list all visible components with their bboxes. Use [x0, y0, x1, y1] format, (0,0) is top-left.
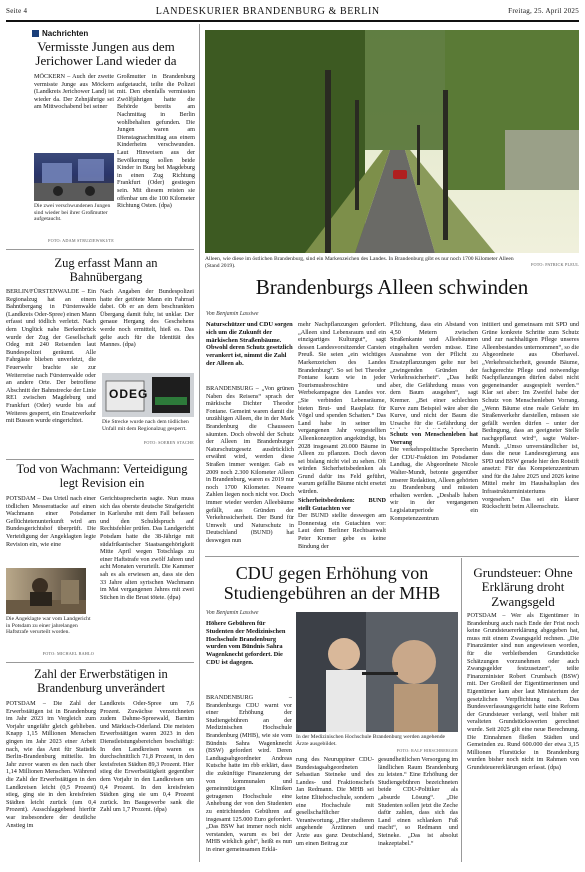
article-lead: Naturschützer und CDU sorgen sich um die Zukunft der märkischen Straßenbäume. Obwohl deren Schutz gesetzlich verankert ist, nimmt die Zahl der Alleen ab. [206, 321, 293, 367]
article-headline: Tod von Wachmann: Verteidigung legt Revision ein [16, 462, 188, 490]
paragraph: Die verkehrspolitische Sprecherin der CDU-Fraktion im Potsdamer Landtag, die Abgeordnete Nicole Walter-Mundt, betonte gegenüber unserer Redaktion, Alleen gehörten zu Brandenburg und müssten erhalten werden. „Deshalb haben wir in der vergangenen Legislaturperiode ein Kompetenzzentrum [390, 446, 478, 522]
photo-caption: In der Medizinischen Hochschule Brandenburg werden angehende Ärzte ausgebildet. [296, 734, 446, 747]
article-body: POTSDAM – Wer als Eigentümer in Brandenburg auch nach Ende der Frist noch keine Grundsteuererklärung abgegeben hat, muss mit einem Zwangsgeld rechnen. „Die Finanzämter sind nun angewiesen worden, für die verbleibenden Grundstücke Schätzungen vorzunehmen oder auch Zwangsgelder festzusetzen“, teilte Finanzminister Robert Crumbach (BSW) mit. Der Großteil der Eigentümerinnen und Eigentümer kam aber laut Ministerium der gesetzlichen Verpflichtung nach. Das Bundesverfassungsgericht hatte eine Reform der Grundsteuer verlangt, weil bisher mit veralteten Grundstückswerten gerechnet wurde. Seit 2025 gilt eine neue Berechnung. Die Einnahmen fließen Städten und Gemeinden zu. Rund 600.000 der etwa 3,15 Millionen Flurstücke in Brandenburg wurden bisher noch nicht im Rahmen von Grundsteuererklärungen erfasst. (dpa) [467, 612, 579, 771]
article-body: MÖCKERN – Auch der zweite vermisste Junge aus Möckern (Landkreis Jerichower Land) ist wieder da. Der Zehnjährige sei am Mittwochabend bei seiner [34, 73, 114, 111]
court-photo [6, 568, 86, 614]
photo-credit: FOTO: MICHAEL BAHLO [42, 651, 94, 656]
photo-caption: Alleen, wie diese im östlichen Brandenburg, sind ein Markenzeichen des Landes. In Brandenburg gibt es nur noch 1700 Kilometer Alleen (Stand 2019). [205, 256, 514, 269]
article-body-continued [390, 431, 478, 553]
header-rule [6, 20, 579, 22]
paragraph: Der BUND stellte deswegen am Donnerstag ein Gutachten vor: Laut dem Berliner Rechtsanwalt Peter Kremer gebe es keine Bindung der [298, 512, 386, 550]
alleen-photo-graphic [205, 30, 579, 253]
article-body: rung des Neuruppiner CDU-Bundestagsabgeordneten Sebastian Steineke und des Landes- und Fraktionschefs Jan Redmann. Die MHB sei keine Elitehochschule, sondern eine Hochschule mit gesellschaftlicher Verantwortung. „Hier studieren angehende Ärztinnen und Ärzte aus ganz Deutschland, um einen Beitrag zur [296, 756, 374, 847]
court-photo-graphic [6, 568, 86, 614]
photo-caption: Die zwei verschwundenen Jungen sind wieder bei ihrer Großmutter aufgetaucht. [34, 203, 111, 223]
column-divider [461, 558, 462, 862]
article-body: BRANDENBURG – „Von grünen Naben des Reisens“ sprach der märkische Dichter Theodor Fontane. Gemeint waren damit die unzähligen Alleen, die in der Mark Brandenburg die Chausseen säumten. Doch obwohl der Schutz der Alleen im Brandenburger Naturschutzgesetz ausdrücklich erwähnt wird, werden diese Straßen immer weniger. Gab es 2009 noch 2.300 Kilometer Alleen in Brandenburg, waren es 2019 nur noch 1700 Kilometer. Neuere Zahlen liegen noch nicht vor. Doch immer wieder werden Alleebäume gefällt, aus Gründen der Verkehrssicherheit. Der Bund für Umwelt und Naturschutz in Deutschland (BUND) hat deswegen nun [206, 385, 294, 544]
article-lead: Höhere Gebühren für Studenten der Medizinischen Hochschule Brandenburg wurden vom Bündnis Sahra Wagenknecht gefordert. Die CDU ist dagegen. [206, 620, 286, 666]
article-body: Großmutter in Brandenburg aufgetaucht, teilte die Polizei mit. Den ebenfalls vermissten Zwölfjährigen hatte die Behörde bereits am Nachmittag in Berlin wohlbehalten gefunden. Die Jungen waren am Dienstagnachmittag aus einem Kinderheim verschwunden. Laut Hinweisen aus der Bevölkerung sollen beide Kinder in Burg bei Magdeburg in einen Zug Richtung Frankfurt (Oder) gestiegen sein. Mit diesem reisten sie offenbar um die 100 Kilometer Richtung Osten. (dpa) [117, 73, 195, 210]
article-body: gesundheitlichen Versorgung im ländlichen Raum Brandenburg zu leisten.“ Eine Erhöhung der Studiengebühren bezeichneten beide CDU-Politiker als „absurde Lösung“. „Die Studenten sollen jetzt die Zeche dafür zahlen, dass sich das Land einen schlanken Fuß macht“, so Redmann und Steineke. „Das ist absolut inakzeptabel.“ [378, 756, 458, 847]
article-headline: Grundsteuer: Ohne Erklärung droht Zwangsgeld [473, 565, 573, 609]
article-headline: Zug erfasst Mann an Bahnübergang [54, 256, 158, 284]
page-number: Seite 4 [6, 7, 28, 15]
section-divider [6, 662, 194, 663]
section-divider [205, 556, 579, 557]
mhb-photo [296, 612, 458, 732]
byline: Von Benjamin Lassiwe [206, 311, 259, 317]
article-body: Nach Angaben der Bundespolizei hatte der getötete Mann ein Fahrrad dabei. Ob er an dem beschrankten Übergang damit fuhr, ist unklar. Der genaue Hergang des Geschehens werde noch ermittelt, hieß es. Das gelte auch für die Identität des Mannes. (dpa) [100, 288, 194, 349]
article-body: mehr Nachpflanzungen gefordert. „Alleen sind Lebensraum und ein einzigartiges Kulturgut“, sagt dessen Landesvorsitzender Carsten Preuß. Sie seien „ein wichtiges Markenzeichen des Landes Brandenburg“. So sei bei Theodor Fontane kaum wie in jeder Tourismusbroschüre und Werbekampagne des Landes vor. „Sie verbinden Lebensräume, bieten Brut- und Rastplatz für Vögel und spenden Schatten.“ Das Land habe in seiner im vergangenen Jahr vorgestellten Alleenkonzeption angekündigt, bis 2028 insgesamt 20.000 Bäume in Alleen zu pflanzen. Doch davon sei bislang nicht viel zu sehen. Oft würden Sicherheitsbedenken als Grund dafür ins Feld geführt, warum gefällte Bäume nicht ersetzt würden. [298, 321, 386, 496]
train-photo [102, 373, 194, 417]
article-body: POTSDAM – Das Urteil nach einer tödlichen Messerattacke auf einen Wachmann einer Potsdamer Geflüchtetenunterkunft wird am Bundesgerichtshof überprüft. Die Verteidigung der Angeklagten legte Revision ein, wie eine [6, 495, 96, 548]
boys-photo-graphic [34, 153, 114, 201]
article-body: Pflichtung, dass ein Abstand von 4,50 Metern zwischen Straßenkante und Alleebäumen eingehalten werden müsse. Eine Ausnahme von der Pflicht zu Ersatzpflanzungen gelte nur bei „zwingenden Gründen der Verkehrssicherheit“. „Das heißt aber, die Gefährdung muss von dem Baum ausgehen“, sagt Kremer. „Bei einer schlechten Kurve zum Beispiel wäre aber die Kurve, und nicht der Baum die Ursache für die Gefährdung der [390, 321, 478, 427]
column-divider [199, 24, 200, 862]
section-kicker [32, 29, 88, 38]
photo-credit: FOTO: PATRICK PLEUL [530, 262, 579, 267]
article-headline: Brandenburgs Alleen schwinden [255, 275, 529, 299]
article-body: POTSDAM – Die Zahl der Erwerbstätigen ist in Brandenburg im Jahr 2023 im Vergleich zum Vorjahr ungefähr gleich geblieben. Knapp 1,15 Millionen Menschen gingen im Jahr 2023 einer Arbeit nach, wie das Amt für Statistik Berlin-Brandenburg mitteilte. Im Jahr zuvor waren es den nach über 1,14 Millionen Menschen. Während die Zahl der Erwerbstätigen in den Landkreisen leicht (0,5 Prozent) stieg, ging sie in den kreisfreien Städten leicht zurück (um 0,4 Prozent). Ausschlaggebend hierfür war insbesondere der deutliche Anstieg im [6, 700, 96, 829]
article-body: BERLIN/FÜRSTENWALDE – Ein Regionalzug hat an einem Bahnübergang in Fürstenwalde (Landkreis Oder-Spree) einen Mann erfasst und tödlich verletzt. Nach dem Unglück nahe Berkenbrück wurde der Zug der Gesellschaft Odeg mit 240 Reisenden laut Bundespolizei geräumt. Alle Fahrgäste blieben unverletzt, die Feuerwehr brachte sie zur Weiterreise nach Fürstenwalde oder an andere Orte. Der betroffene Abschnitt der Bahnstrecke der Linie RE1 zwischen Magdeburg und Frankfurt (Oder) wurde bis auf Weiteres gesperrt, ein Ersatzverkehr mit Bussen wurde eingerichtet. [6, 288, 96, 425]
issue-date: Freitag, 25. April 2025 [508, 7, 579, 15]
photo-caption: Die Angeklagte war vom Landgericht in Potsdam zu einer jahrelangen Haftstrafe verurteilt worden. [6, 616, 91, 636]
alleen-photo [205, 30, 579, 253]
section-divider [6, 249, 194, 250]
photo-caption: Die Strecke wurde nach dem tödlichen Unfall mit dem Regionalzug gesperrt. [102, 419, 189, 432]
article-headline: Vermisste Jungen aus dem Jerichower Land wieder da [35, 39, 177, 69]
article-body: BRANDENBURG – Brandenburgs CDU warnt vor einer Erhöhung der Studiengebühren an der Medizinischen Hochschule Brandenburg (MHB), wie sie vom Bündnis Sahra Wagenknecht (BSW) gefordert wird. Deren Landtagsabgeordneter Andreas Kutsche hatte im rbb erklärt, dass die zukünftige Finanzierung der von kommunalen und gemeinnützigen Kliniken getragenen Hochschule eine Anhebung der von den Studenten zu entrichtenden Gebühren auf insgesamt 125.000 Euro gefordert. „Das BSW hat immer noch nicht verstanden, warum es bei der MHB wirklich geht“, heißt es nun in einer gemeinsamen Erklä- [206, 694, 292, 853]
article-body: Landkreis Oder-Spree um 7,6 Prozent. Zuwächse verzeichneten zudem Dahme-Spreewald, Barnim und Märkisch-Oderland. Die meisten Erwerbstätigen waren 2023 in den Dienstleistungsbereichen beschäftigt: In den Landkreisen waren es durchschnittlich 71,8 Prozent, in den kreisfreien Städten 89,3 Prozent. Hier stieg die Erwerbstätigkeit gegenüber dem Vorjahr in den Landkreisen um 0,4 Prozent. In den kreisfreien Städten ging sie um 0,4 Prozent zurück. Im Baugewerbe sank die Zahl um 1,7 Prozent. (dpa) [100, 700, 194, 814]
section-divider [6, 459, 194, 460]
boys-photo [34, 153, 114, 201]
kicker-label: Nachrichten [42, 29, 89, 38]
article-headline: CDU gegen Erhöhung von Studiengebühren an der MHB [223, 563, 441, 603]
article-body-continued [298, 497, 386, 553]
article-body: initiiert und gemeinsam mit SPD und Grüne konkrete Schritte zum Schutz und zur nachhaltigen Pflege unseres Alleenbestandes unternommen“, so die Abgeordnete aus Oberhavel. „Verkehrssicherheit, gesunde Bäume, fachgerechte Pflege und notwendige Nachpflanzungen dürfen dabei nicht gegeneinander ausgespielt werden.“ Klar sei aber: Im Zweifel habe der Schutz von Menschenleben Vorrang. „Wenn Bäume eine reale Gefahr im Straßenverkehr darstellen, müssen sie gefällt werden dürfen – unter der Bedingung, dass an geeigneter Stelle nachgepflanzt wird“, sagte Walter-Mundt. „Umso unverständlicher ist, dass die neue Landesregierung aus SPD und BSW gerade hier den Rotstift ansetzt: Für das Kompetenzzentrum sind für die Jahre 2025 und 2026 keine Mittel mehr im Haushaltsplan des Infrastrukturministeriums vorgesehen.“ Das sei ein klarer Rückschritt beim Alleenschutz. [482, 321, 579, 511]
subheading: Schutz von Menschenleben hat Vorrang [390, 431, 478, 446]
article-body: Gerichtssprecherin sagte. Nun muss sich das oberste deutsche Strafgericht in Karlsruhe mit dem Fall befassen und den Schuldspruch auf Rechtsfehler prüfen. Das Landgericht Potsdam hatte die 38-Jährige mit südafrikanischer Staatsangehörigkeit Mitte April wegen Totschlags zu einer Haftstrafe von zwölf Jahren und acht Monaten verurteilt. Die Kammer sah es als erwiesen an, dass sie den 33 Jahre alten syrischen Wachmann im Mai vergangenen Jahres mit zwei Stichen in die Brust tötete. (dpa) [100, 495, 194, 601]
byline: Von Benjamin Lassiwe [206, 610, 259, 616]
kicker-marker [32, 30, 39, 37]
photo-credit: FOTO: RALF HIRSCHBERGER [396, 748, 458, 753]
photo-credit: FOTO: SOEREN STACHE [143, 440, 194, 445]
article-headline: Zahl der Erwerbstätigen in Brandenburg unverändert [34, 667, 168, 695]
mhb-photo-graphic [296, 612, 458, 732]
subheading: Sicherheitsbedenken: BUND stellt Gutachten vor [298, 497, 386, 512]
masthead: LANDESKURIER BRANDENBURG & BERLIN [155, 5, 380, 17]
page-header [6, 4, 579, 18]
odeg-sign: ODEG [109, 387, 149, 401]
photo-credit: FOTO: ADAM STRUZIEWSKI/TE [48, 238, 114, 243]
